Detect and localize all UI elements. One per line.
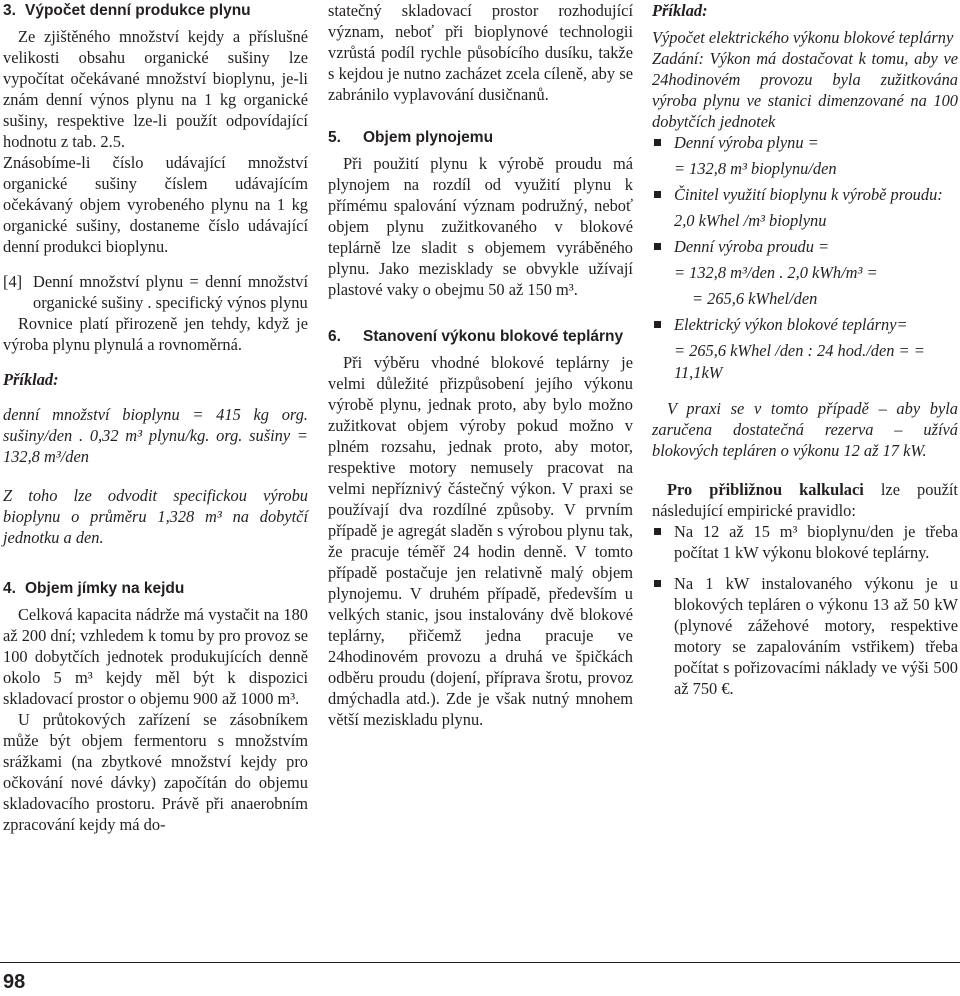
equation-line: = 132,8 m³ bioplynu/den [674, 159, 837, 178]
calculation-list [652, 236, 958, 258]
formula-text: Denní množství plynu = denní množství organické sušiny . specifický výnos plynu [33, 272, 308, 312]
paragraph: Znásobíme-li číslo udávající množství organické sušiny číslem udávajícím očekávaný objem vyrobeného plynu na 1 kg organické sušiny, dostaneme číslo udávající denní produkci bioplynu. [3, 153, 308, 256]
list-item: Na 1 kW instalovaného výkonu je u blokových tepláren o výkonu 13 až 50 kW (plynové zážehové motory, respektive motory se zapalováním vstřikem) třeba počítat s pořizovacími náklady ve výši 500 až 750 €. [652, 573, 958, 699]
section-title: Stanovení výkonu blokové teplárny [363, 328, 624, 345]
list-item: Činitel využití bioplynu k výrobě proudu: [652, 184, 958, 206]
calculation-intro [652, 479, 958, 521]
bold-lead: Pro přibližnou kalkulaci [667, 480, 864, 499]
equation-line: = 265,6 kWhel/den [692, 289, 818, 308]
paragraph: Celková kapacita nádrže má vystačit na 180 až 200 dní; vzhledem k tomu by pro provoz se 100 dobytčích jednotek produkujících denně okolo 5 m³ kejdy měl být k dispozici skladovací prostor o objemu 900 až 1000 m³. [3, 605, 308, 708]
list-item: Na 12 až 15 m³ bioplynu/den je třeba počítat 1 kW výkonu blokové teplárny. [652, 521, 958, 563]
section-6-heading [328, 326, 633, 347]
example-label: Příklad: [3, 370, 59, 389]
practice-note [652, 398, 958, 461]
list-item: Denní výroba plynu = [652, 132, 958, 154]
list-item: Denní výroba proudu = [652, 236, 958, 258]
section-3-heading [3, 0, 308, 21]
paragraph: Rovnice platí přirozeně jen tehdy, když je výroba plynu plynulá a rovnoměrná. [3, 314, 308, 354]
section-number: 4. [3, 580, 16, 597]
equation-line: = 132,8 m³/den . 2,0 kWh/m³ = [674, 263, 878, 282]
paragraph: statečný skladovací prostor rozhodující význam, neboť při bioplynové technologii vzrůstá podíl rychle působícího dusíku, takže s kejdou je nutno zacházet zcela cíleně, aby se zabránilo vyplavování dusičnanů. [328, 1, 633, 104]
paragraph: Při použití plynu k výrobě proudu má plynojem na rozdíl od využití plynu k přímému spalování význam podružný, neboť objem plynu zužitkovaného v blokové teplárně lze sladit s objemem vyráběného plynu. Jako mezisklady se obvykle užívají plastové vaky o obejmu 50 až 150 m³. [328, 154, 633, 299]
column-left [3, 0, 308, 835]
paragraph: U průtokových zařízení se zásobníkem může být objem fermentoru s množstvím srážkami (na zbytkové množství kejdy pro očkování nové dávky) započítán do objemu skladovacího prostoru. Právě při anaerobním zpracování kejdy má do- [3, 710, 308, 834]
note-text: V praxi se v tomto případě – aby byla zaručena dostatečná rezerva – užívá blokových tepláren o výkonu 12 až 17 kW. [652, 399, 958, 460]
rules-list [652, 521, 958, 699]
formula-4 [3, 271, 308, 313]
list-item: Elektrický výkon blokové teplárny= [652, 314, 958, 336]
calculation-list [652, 314, 958, 336]
example-task: Zadání: Výkon má dostačovat k tomu, aby ve 24hodinovém provozu byla zužitkována výroba plynu ve stanici dimenzované na 100 dobytčích jednotek [652, 49, 958, 131]
paragraph: Ze zjištěného množství kejdy a příslušné velikosti obsahu organické sušiny lze vypočítat očekávané množství bioplynu, je-li znám denní výnos plynu na 1 kg organické sušiny, respektive lze-li použít odpovídající hodnotu z tab. 2.5. [3, 27, 308, 151]
section-number: 5. [328, 129, 341, 146]
example-conclusion: Z toho lze odvodit specifickou výrobu bioplynu o průměru 1,328 m³ na dobytčí jednotku a den. [3, 486, 308, 547]
calculation-list [652, 132, 958, 154]
footer-divider [0, 962, 960, 963]
column-middle [328, 0, 633, 730]
calculation-list [652, 184, 958, 206]
section-title: Objem jímky na kejdu [25, 580, 185, 597]
paragraph: Při výběru vhodné blokové teplárny je velmi důležité přizpůsobení jejího výkonu výrobě plynu, jednak proto, aby bylo možno zužitkovat objem výroby pokud možno v plném rozsahu, jednak proto, aby motor, respektive motory nemusely pracovat na velmi nepříznivý částečný výkon. V praxi se používají dva rozdílné způsoby. V prvním případě je agregát sladěn s výrobou plynu tak, že pracuje téměř 24 hodin denně. V tomto případě postačuje jen relativně malý objem plynojemu. V druhém případě, především u velkých stanic, jsou instalovány dvě blokové teplárny, přičemž jedna pracuje ve 24hodinovém provozu a druhá ve špičkách odběru proudu (dojení, příprava šrotu, provoz dmýchadla atd.). Zde je však nutný mnohem větší meziskladu plynu. [328, 353, 633, 729]
intro-rest: lze použít následující empirické pravidlo: [652, 480, 958, 520]
column-right [652, 0, 958, 699]
section-title: Výpočet denní produkce plynu [25, 2, 251, 19]
equation-line: = 265,6 kWhel /den : 24 hod./den = = 11,1kW [674, 341, 925, 382]
section-title: Objem plynojemu [363, 129, 494, 146]
example-title: Výpočet elektrického výkonu blokové teplárny [652, 28, 954, 47]
section-5-heading [328, 127, 633, 148]
section-number: 3. [3, 2, 16, 19]
page-number: 98 [3, 971, 26, 993]
example-label: Příklad: [652, 1, 708, 20]
section-number: 6. [328, 328, 341, 345]
section-4-heading [3, 578, 308, 599]
formula-number: [4] [3, 272, 23, 291]
equation-line: 2,0 kWhel /m³ bioplynu [674, 211, 827, 230]
example-calculation: denní množství bioplynu = 415 kg org. sušiny/den . 0,32 m³ plynu/kg. org. sušiny = 132,8 m³/den [3, 405, 308, 466]
